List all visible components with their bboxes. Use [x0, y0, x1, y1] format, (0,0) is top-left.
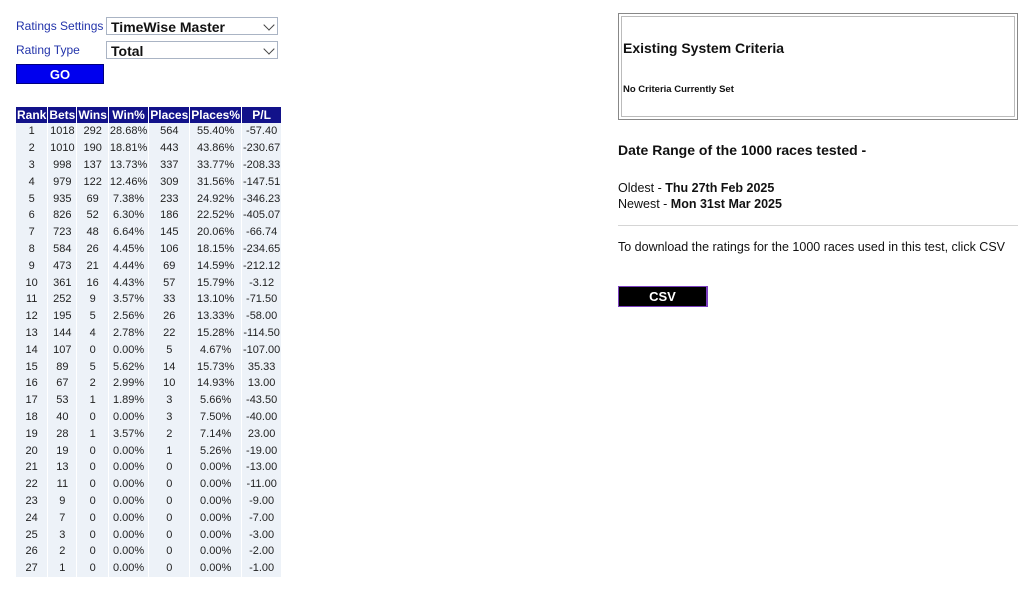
table-cell: 4.67% [190, 341, 241, 358]
table-cell: 3.57% [109, 425, 148, 442]
ratings-settings-value: TimeWise Master [111, 19, 225, 35]
table-cell: -147.51 [242, 173, 281, 190]
table-cell: 5 [77, 308, 108, 325]
table-cell: 13.00 [242, 375, 281, 392]
table-cell: 6.30% [109, 207, 148, 224]
table-cell: 18 [16, 409, 47, 426]
criteria-text: No Criteria Currently Set [623, 84, 734, 95]
table-cell: 24 [16, 509, 47, 526]
table-cell: 35.33 [242, 358, 281, 375]
table-cell: 122 [77, 173, 108, 190]
table-cell: 5 [16, 190, 47, 207]
table-cell: 1018 [48, 123, 76, 140]
table-cell: 21 [16, 459, 47, 476]
table-cell: 33.77% [190, 157, 241, 174]
table-cell: -11.00 [242, 476, 281, 493]
table-row [16, 241, 281, 258]
ratings-settings-label: Ratings Settings [16, 19, 104, 33]
table-cell: 19 [48, 442, 76, 459]
chevron-down-icon [263, 19, 274, 30]
table-cell: 57 [149, 274, 189, 291]
table-row [16, 291, 281, 308]
table-cell: 0 [77, 560, 108, 577]
table-cell: 309 [149, 173, 189, 190]
table-cell: 31.56% [190, 173, 241, 190]
table-cell: 15 [16, 358, 47, 375]
settings-panel [16, 16, 282, 577]
table-cell: 0.00% [109, 476, 148, 493]
table-cell: 12.46% [109, 173, 148, 190]
newest-value: Mon 31st Mar 2025 [670, 197, 782, 211]
table-cell: 23 [16, 493, 47, 510]
table-cell: 13.73% [109, 157, 148, 174]
column-header-wins: Wins [78, 108, 107, 122]
table-cell: 1 [48, 560, 76, 577]
table-cell: 3.57% [109, 291, 148, 308]
table-cell: -346.23 [242, 190, 281, 207]
table-cell: -40.00 [242, 409, 281, 426]
table-cell: 48 [77, 224, 108, 241]
criteria-title: Existing System Criteria [623, 40, 785, 56]
table-cell: 1 [149, 442, 189, 459]
table-cell: 2 [77, 375, 108, 392]
table-cell: -107.00 [242, 341, 281, 358]
table-cell: 2.99% [109, 375, 148, 392]
table-cell: 11 [16, 291, 47, 308]
table-cell: 26 [77, 241, 108, 258]
table-cell: 40 [48, 409, 76, 426]
table-cell: 0.00% [109, 509, 148, 526]
table-cell: 18.15% [190, 241, 241, 258]
table-cell: -114.50 [242, 325, 281, 342]
table-cell: 8 [16, 241, 47, 258]
table-cell: 998 [48, 157, 76, 174]
table-cell: -405.07 [242, 207, 281, 224]
table-cell: 27 [16, 560, 47, 577]
table-cell: 826 [48, 207, 76, 224]
table-cell: 0.00% [190, 459, 241, 476]
table-cell: 0.00% [109, 526, 148, 543]
table-cell: 0.00% [109, 459, 148, 476]
table-cell: 7.38% [109, 190, 148, 207]
table-cell: 292 [77, 123, 108, 140]
table-cell: 0.00% [109, 409, 148, 426]
table-cell: 14.59% [190, 257, 241, 274]
table-row [16, 157, 281, 174]
table-cell: 23.00 [242, 425, 281, 442]
table-cell: 0 [149, 459, 189, 476]
table-cell: -9.00 [242, 493, 281, 510]
table-cell: 1.89% [109, 392, 148, 409]
table-cell: 10 [16, 274, 47, 291]
table-cell: 107 [48, 341, 76, 358]
table-cell: 0 [77, 442, 108, 459]
table-row [16, 207, 281, 224]
table-cell: 1010 [48, 140, 76, 157]
table-cell: 186 [149, 207, 189, 224]
table-cell: 17 [16, 392, 47, 409]
table-cell: 13.10% [190, 291, 241, 308]
table-cell: 723 [48, 224, 76, 241]
table-cell: 3 [149, 409, 189, 426]
rating-type-label: Rating Type [16, 43, 80, 57]
table-row [16, 509, 281, 526]
table-cell: 19 [16, 425, 47, 442]
table-cell: 33 [149, 291, 189, 308]
table-cell: 0.00% [190, 493, 241, 510]
table-cell: 0.00% [109, 442, 148, 459]
newest-label: Newest - [618, 197, 671, 211]
table-cell: 43.86% [190, 140, 241, 157]
table-cell: -234.65 [242, 241, 281, 258]
table-row [16, 476, 281, 493]
table-cell: 14 [149, 358, 189, 375]
results-table-body [16, 123, 281, 577]
table-cell: 7 [48, 509, 76, 526]
column-header-pl: P/L [242, 107, 281, 123]
table-row [16, 442, 281, 459]
table-cell: 20 [16, 442, 47, 459]
table-cell: 0.00% [109, 341, 148, 358]
table-cell: 337 [149, 157, 189, 174]
table-cell: 52 [77, 207, 108, 224]
table-cell: 4.44% [109, 257, 148, 274]
rating-type-select[interactable] [106, 41, 278, 59]
divider [618, 225, 1018, 226]
table-row [16, 224, 281, 241]
table-row [16, 325, 281, 342]
table-cell: 5.62% [109, 358, 148, 375]
table-cell: 69 [149, 257, 189, 274]
table-cell: 5.26% [190, 442, 241, 459]
table-row [16, 123, 281, 140]
table-cell: 4.45% [109, 241, 148, 258]
table-cell: -13.00 [242, 459, 281, 476]
table-cell: 144 [48, 325, 76, 342]
table-cell: 979 [48, 173, 76, 190]
oldest-label: Oldest - [618, 181, 666, 195]
table-row [16, 140, 281, 157]
table-cell: 0 [77, 526, 108, 543]
table-row [16, 358, 281, 375]
table-cell: 0.00% [109, 560, 148, 577]
table-cell: 14 [16, 341, 47, 358]
table-row [16, 308, 281, 325]
table-cell: 4.43% [109, 274, 148, 291]
table-cell: 55.40% [190, 123, 241, 140]
table-cell: 26 [16, 543, 47, 560]
table-cell: 7 [16, 224, 47, 241]
table-cell: 11 [48, 476, 76, 493]
table-cell: 67 [48, 375, 76, 392]
table-cell: 7.50% [190, 409, 241, 426]
table-cell: 0 [149, 543, 189, 560]
table-cell: 2.78% [109, 325, 148, 342]
table-cell: -3.12 [242, 274, 281, 291]
table-cell: 89 [48, 358, 76, 375]
table-cell: 3 [16, 157, 47, 174]
table-cell: 190 [77, 140, 108, 157]
table-row [16, 274, 281, 291]
table-cell: 5 [77, 358, 108, 375]
table-cell: -1.00 [242, 560, 281, 577]
table-cell: 195 [48, 308, 76, 325]
oldest-value: Thu 27th Feb 2025 [665, 181, 775, 195]
table-cell: 15.79% [190, 274, 241, 291]
table-cell: 473 [48, 257, 76, 274]
column-header-places-pct: Places% [191, 108, 240, 122]
table-cell: -3.00 [242, 526, 281, 543]
table-row [16, 257, 281, 274]
rating-type-value: Total [111, 43, 144, 59]
column-header-win-pct: Win% [109, 107, 148, 123]
table-cell: 5 [149, 341, 189, 358]
criteria-box [618, 13, 1018, 120]
table-row [16, 425, 281, 442]
table-cell: 15.28% [190, 325, 241, 342]
table-row [16, 493, 281, 510]
table-cell: 0 [149, 526, 189, 543]
table-cell: 10 [149, 375, 189, 392]
table-cell: 24.92% [190, 190, 241, 207]
table-cell: 0 [149, 560, 189, 577]
table-cell: 9 [16, 257, 47, 274]
table-cell: 13 [16, 325, 47, 342]
table-cell: 21 [77, 257, 108, 274]
table-cell: 564 [149, 123, 189, 140]
table-row [16, 560, 281, 577]
table-cell: 252 [48, 291, 76, 308]
newest-line [618, 196, 782, 212]
table-row [16, 392, 281, 409]
table-cell: 2 [16, 140, 47, 157]
table-cell: 233 [149, 190, 189, 207]
table-cell: 0 [77, 476, 108, 493]
table-cell: 0 [149, 509, 189, 526]
date-range-values [618, 180, 782, 212]
table-cell: 14.93% [190, 375, 241, 392]
header-row [16, 107, 281, 123]
table-cell: -66.74 [242, 224, 281, 241]
table-row [16, 173, 281, 190]
table-cell: 1 [16, 123, 47, 140]
table-cell: 22 [16, 476, 47, 493]
table-cell: 3 [48, 526, 76, 543]
table-cell: 2 [48, 543, 76, 560]
results-table-header [16, 107, 281, 123]
table-cell: 584 [48, 241, 76, 258]
table-cell: 361 [48, 274, 76, 291]
table-cell: -2.00 [242, 543, 281, 560]
table-cell: 16 [77, 274, 108, 291]
table-cell: 28 [48, 425, 76, 442]
table-cell: 1 [77, 392, 108, 409]
table-cell: 0.00% [190, 526, 241, 543]
table-cell: 0.00% [109, 543, 148, 560]
table-row [16, 459, 281, 476]
table-cell: -43.50 [242, 392, 281, 409]
column-header-rank: Rank [17, 108, 47, 122]
table-cell: -212.12 [242, 257, 281, 274]
table-cell: 22 [149, 325, 189, 342]
date-range-title: Date Range of the 1000 races tested - [618, 142, 867, 158]
table-cell: 7.14% [190, 425, 241, 442]
table-cell: 0 [77, 493, 108, 510]
table-cell: 4 [16, 173, 47, 190]
table-cell: 1 [77, 425, 108, 442]
ratings-settings-select[interactable] [106, 17, 278, 35]
results-table [15, 107, 282, 577]
table-cell: 0.00% [190, 560, 241, 577]
table-cell: 0.00% [190, 543, 241, 560]
table-cell: 25 [16, 526, 47, 543]
table-row [16, 341, 281, 358]
table-cell: 2.56% [109, 308, 148, 325]
table-row [16, 375, 281, 392]
table-cell: 18.81% [109, 140, 148, 157]
ratings-settings-row [16, 16, 282, 36]
table-cell: -208.33 [242, 157, 281, 174]
table-cell: 12 [16, 308, 47, 325]
table-cell: 145 [149, 224, 189, 241]
table-cell: 69 [77, 190, 108, 207]
table-cell: 0.00% [109, 493, 148, 510]
table-cell: 0.00% [190, 476, 241, 493]
table-cell: -71.50 [242, 291, 281, 308]
table-cell: -230.67 [242, 140, 281, 157]
table-cell: 3 [149, 392, 189, 409]
table-cell: 137 [77, 157, 108, 174]
table-row [16, 543, 281, 560]
table-cell: 6 [16, 207, 47, 224]
table-cell: 0 [77, 509, 108, 526]
table-cell: 13 [48, 459, 76, 476]
table-cell: 20.06% [190, 224, 241, 241]
table-cell: 28.68% [109, 123, 148, 140]
table-cell: 0 [77, 543, 108, 560]
go-button[interactable]: GO [16, 64, 104, 84]
table-cell: 9 [48, 493, 76, 510]
table-cell: -7.00 [242, 509, 281, 526]
rating-type-row [16, 40, 282, 60]
table-row [16, 526, 281, 543]
table-cell: 22.52% [190, 207, 241, 224]
table-cell: 106 [149, 241, 189, 258]
table-cell: 53 [48, 392, 76, 409]
table-cell: -19.00 [242, 442, 281, 459]
table-cell: 5.66% [190, 392, 241, 409]
table-cell: 2 [149, 425, 189, 442]
table-cell: -57.40 [242, 123, 281, 140]
download-text: To download the ratings for the 1000 races used in this test, click CSV [618, 240, 1006, 254]
column-header-places: Places [150, 108, 189, 122]
table-cell: 13.33% [190, 308, 241, 325]
table-cell: 0 [149, 476, 189, 493]
table-row [16, 190, 281, 207]
chevron-down-icon [263, 43, 274, 54]
table-cell: -58.00 [242, 308, 281, 325]
table-cell: 16 [16, 375, 47, 392]
table-cell: 26 [149, 308, 189, 325]
table-cell: 935 [48, 190, 76, 207]
table-cell: 0 [77, 459, 108, 476]
table-cell: 0 [77, 341, 108, 358]
table-cell: 0.00% [190, 509, 241, 526]
column-header-bets: Bets [49, 108, 76, 122]
oldest-line [618, 180, 782, 196]
table-row [16, 409, 281, 426]
table-cell: 4 [77, 325, 108, 342]
table-cell: 15.73% [190, 358, 241, 375]
csv-button[interactable]: CSV [618, 286, 708, 307]
table-cell: 0 [77, 409, 108, 426]
table-cell: 0 [149, 493, 189, 510]
table-cell: 6.64% [109, 224, 148, 241]
table-cell: 9 [77, 291, 108, 308]
table-cell: 443 [149, 140, 189, 157]
